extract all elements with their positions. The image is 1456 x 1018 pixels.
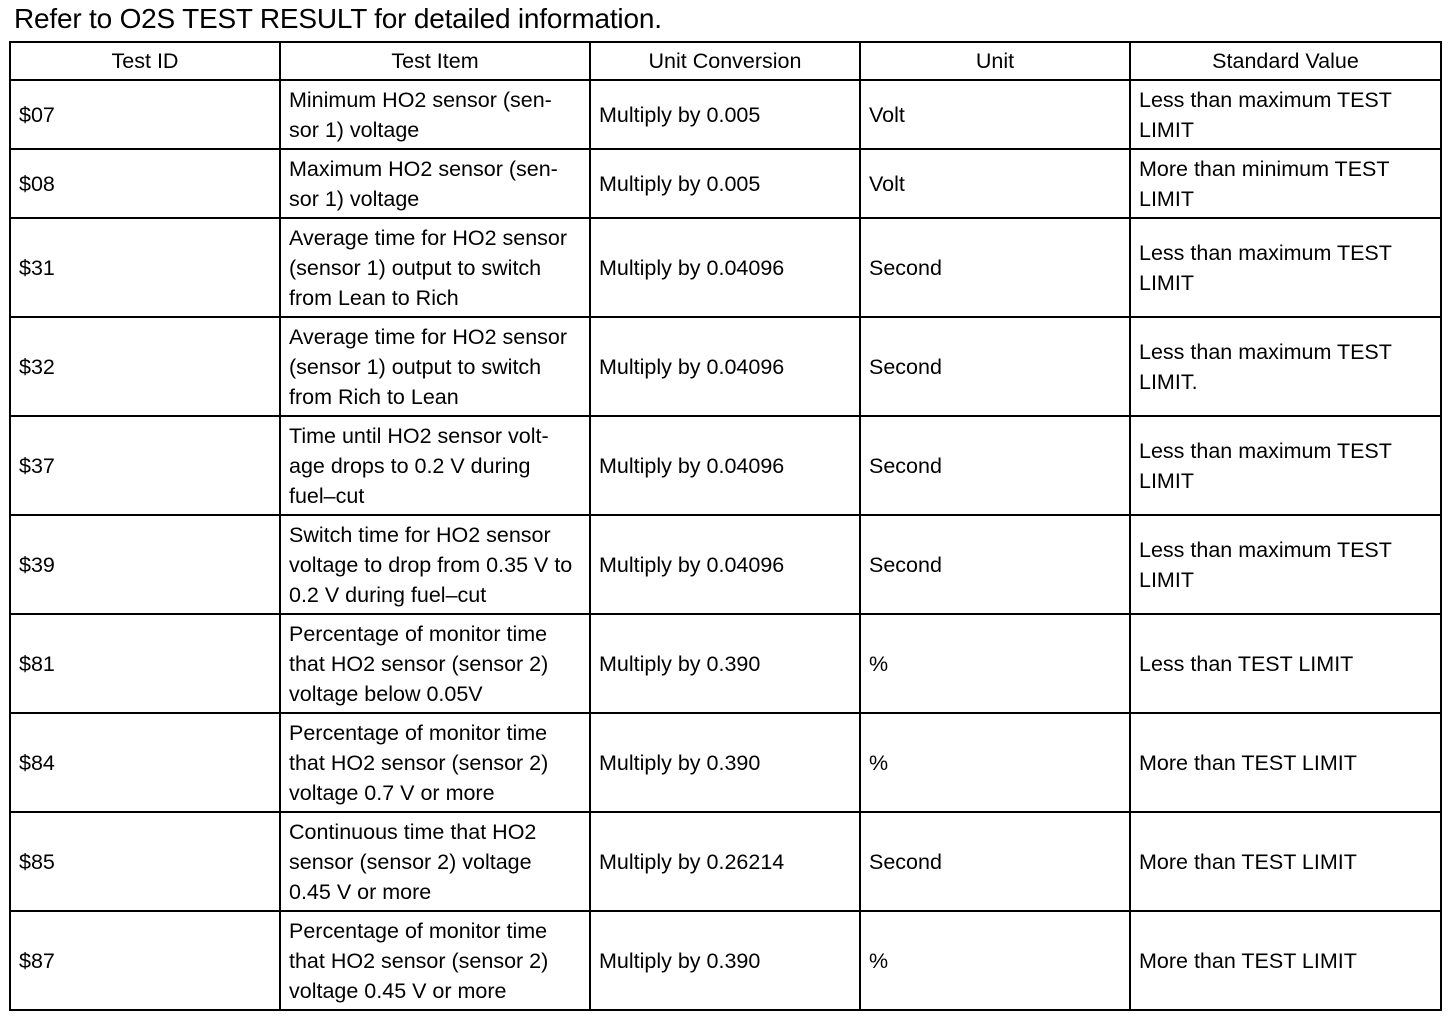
cell-test-item [280,416,590,515]
table-row [10,416,1441,515]
cell-test-item-line: (sensor 1) output to switch [289,354,542,379]
cell-test-id: $32 [10,317,280,416]
table-row [10,218,1441,317]
cell-test-item [280,812,590,911]
cell-test-item-line: voltage 0.7 V or more [289,780,495,805]
table-row [10,614,1441,713]
cell-test-id: $31 [10,218,280,317]
table-row [10,80,1441,149]
cell-standard-value [1130,911,1441,1010]
cell-unit-conversion: Multiply by 0.04096 [590,317,860,416]
cell-unit-conversion: Multiply by 0.005 [590,149,860,218]
cell-standard-value [1130,80,1441,149]
cell-test-item-line: Continuous time that HO2 [289,819,537,844]
cell-test-id: $37 [10,416,280,515]
cell-unit-conversion: Multiply by 0.04096 [590,416,860,515]
cell-test-item [280,713,590,812]
cell-standard-value [1130,812,1441,911]
table-row [10,317,1441,416]
table-row [10,515,1441,614]
cell-unit: % [860,911,1130,1010]
cell-standard-value-line: LIMIT. [1139,369,1198,394]
cell-standard-value-line: Less than TEST LIMIT [1139,651,1354,676]
cell-standard-value-line: LIMIT [1139,117,1194,142]
cell-standard-value-line: LIMIT [1139,567,1194,592]
cell-test-item [280,317,590,416]
cell-test-item-line: that HO2 sensor (sensor 2) [289,651,549,676]
cell-test-id: $84 [10,713,280,812]
cell-test-item-line: sor 1) voltage [289,117,420,142]
cell-test-item-line: Minimum HO2 sensor (sen- [289,87,552,112]
cell-standard-value-line: LIMIT [1139,468,1194,493]
cell-standard-value [1130,713,1441,812]
header-standard-value: Standard Value [1130,42,1441,80]
cell-test-id: $08 [10,149,280,218]
intro-text: Refer to O2S TEST RESULT for detailed information. [14,3,662,34]
cell-test-item-line: 0.45 V or more [289,879,432,904]
table-row [10,713,1441,812]
cell-test-item [280,218,590,317]
cell-test-item-line: that HO2 sensor (sensor 2) [289,750,549,775]
cell-standard-value [1130,515,1441,614]
cell-test-item-line: fuel–cut [289,483,365,508]
cell-test-item-line: Percentage of monitor time [289,621,548,646]
cell-standard-value-line: Less than maximum TEST [1139,240,1392,265]
cell-standard-value-line: More than TEST LIMIT [1139,849,1357,874]
cell-standard-value-line: LIMIT [1139,186,1194,211]
cell-test-item-line: Average time for HO2 sensor [289,225,568,250]
cell-unit: Second [860,317,1130,416]
cell-test-item [280,614,590,713]
cell-unit-conversion: Multiply by 0.26214 [590,812,860,911]
cell-standard-value-line: More than TEST LIMIT [1139,750,1357,775]
cell-test-id: $87 [10,911,280,1010]
cell-test-id: $85 [10,812,280,911]
table-row [10,911,1441,1010]
cell-test-item-line: sensor (sensor 2) voltage [289,849,532,874]
cell-standard-value-line: More than minimum TEST [1139,156,1390,181]
cell-unit-conversion: Multiply by 0.04096 [590,515,860,614]
test-result-table [9,41,1442,1011]
cell-unit: Second [860,218,1130,317]
table-body [10,80,1441,1010]
cell-test-item-line: from Lean to Rich [289,285,459,310]
cell-unit: Second [860,812,1130,911]
cell-unit-conversion: Multiply by 0.390 [590,614,860,713]
cell-standard-value [1130,218,1441,317]
cell-unit: % [860,713,1130,812]
cell-unit-conversion: Multiply by 0.390 [590,713,860,812]
cell-standard-value-line: Less than maximum TEST [1139,339,1392,364]
cell-test-item-line: 0.2 V during fuel–cut [289,582,487,607]
header-unit-conversion: Unit Conversion [590,42,860,80]
cell-standard-value [1130,149,1441,218]
cell-test-item-line: voltage below 0.05V [289,681,483,706]
cell-test-item-line: from Rich to Lean [289,384,459,409]
cell-test-id: $07 [10,80,280,149]
header-test-item: Test Item [280,42,590,80]
cell-standard-value [1130,416,1441,515]
cell-test-item-line: (sensor 1) output to switch [289,255,542,280]
cell-unit: Second [860,515,1130,614]
cell-test-item [280,80,590,149]
cell-unit: % [860,614,1130,713]
table-row [10,149,1441,218]
cell-standard-value-line: Less than maximum TEST [1139,537,1392,562]
cell-test-item [280,911,590,1010]
header-test-id: Test ID [10,42,280,80]
cell-unit-conversion: Multiply by 0.005 [590,80,860,149]
cell-standard-value-line: LIMIT [1139,270,1194,295]
table-row [10,812,1441,911]
cell-test-id: $39 [10,515,280,614]
cell-unit: Volt [860,149,1130,218]
cell-test-item-line: Percentage of monitor time [289,720,548,745]
cell-test-item-line: sor 1) voltage [289,186,420,211]
header-unit: Unit [860,42,1130,80]
cell-test-item [280,149,590,218]
cell-test-item-line: Switch time for HO2 sensor [289,522,551,547]
cell-test-item-line: Average time for HO2 sensor [289,324,568,349]
cell-test-item-line: that HO2 sensor (sensor 2) [289,948,549,973]
cell-test-item-line: voltage to drop from 0.35 V to [289,552,573,577]
cell-test-item-line: Time until HO2 sensor volt- [289,423,549,448]
cell-test-item-line: voltage 0.45 V or more [289,978,507,1003]
cell-unit-conversion: Multiply by 0.04096 [590,218,860,317]
cell-standard-value [1130,317,1441,416]
cell-test-item-line: age drops to 0.2 V during [289,453,531,478]
cell-unit: Second [860,416,1130,515]
cell-standard-value-line: More than TEST LIMIT [1139,948,1357,973]
cell-test-item [280,515,590,614]
cell-unit: Volt [860,80,1130,149]
cell-test-item-line: Percentage of monitor time [289,918,548,943]
table-header-row [10,42,1441,80]
cell-standard-value-line: Less than maximum TEST [1139,87,1392,112]
cell-test-item-line: Maximum HO2 sensor (sen- [289,156,558,181]
cell-unit-conversion: Multiply by 0.390 [590,911,860,1010]
cell-standard-value-line: Less than maximum TEST [1139,438,1392,463]
cell-test-id: $81 [10,614,280,713]
cell-standard-value [1130,614,1441,713]
